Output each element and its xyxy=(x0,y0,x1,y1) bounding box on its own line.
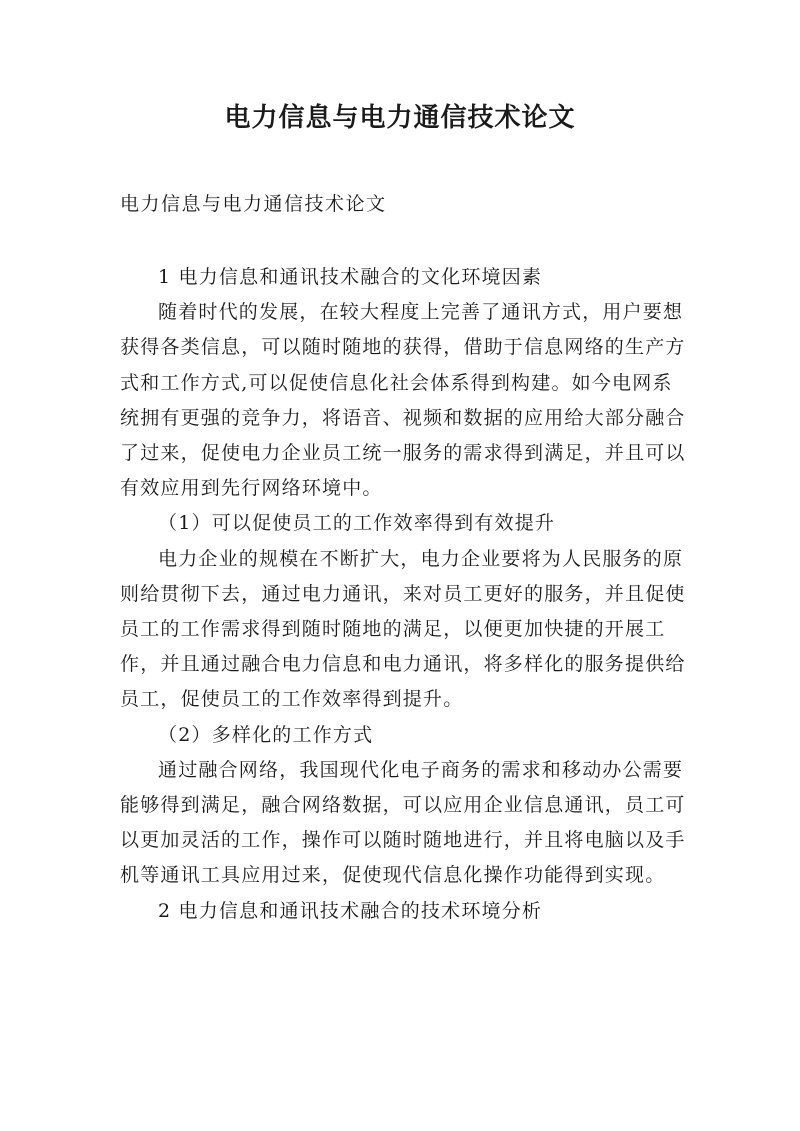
section-1-paragraph: 随着时代的发展，在较大程度上完善了通讯方式，用户要想获得各类信息，可以随时随地的获得，借助于信息网络的生产方式和工作方式,可以促使信息化社会体系得到构建。如今电网系统拥有更强的竞争力，将语音、视频和数据的应用给大部分融合了过来，促使电力企业员工统一服务的需求得到满足，并且可以有效应用到先行网络环境中。 xyxy=(120,301,686,500)
subsection-2-heading: （2）多样化的工作方式 xyxy=(158,723,374,746)
subsection-2-paragraph: 通过融合网络，我国现代化电子商务的需求和移动办公需要能够得到满足，融合网络数据，可以应用企业信息通讯，员工可以更加灵活的工作，操作可以随时随地进行，并且将电脑以及手机等通讯工具应用过来，促使现代信息化操作功能得到实现。 xyxy=(120,758,686,887)
document-title: 电力信息与电力通信技术论文 xyxy=(224,103,576,133)
subsection-1-paragraph: 电力企业的规模在不断扩大，电力企业要将为人民服务的原则给贯彻下去，通过电力通讯，来对员工更好的服务，并且促使员工的工作需求得到随时随地的满足，以便更加快捷的开展工作，并且通过融合电力信息和电力通讯，将多样化的服务提供给员工，促使员工的工作效率得到提升。 xyxy=(120,547,686,711)
document-subtitle: 电力信息与电力通信技术论文 xyxy=(120,193,387,215)
section-2-heading: 2 电力信息和通讯技术融合的技术环境分析 xyxy=(158,899,543,922)
document-body xyxy=(120,260,690,929)
section-1-heading: 1 电力信息和通讯技术融合的文化环境因素 xyxy=(158,266,543,288)
subsection-1-heading: （1）可以促使员工的工作效率得到有效提升 xyxy=(158,512,556,535)
